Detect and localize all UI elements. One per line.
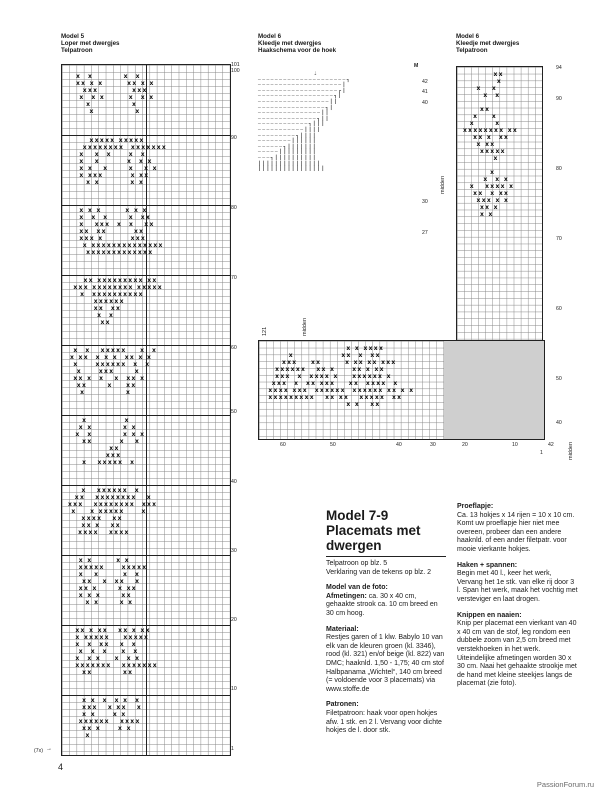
row-number: 10	[231, 686, 237, 692]
repeat-band-line	[62, 135, 230, 136]
row-number: 60	[556, 306, 562, 312]
model6b-subtitle: Telpatroon	[456, 47, 488, 54]
stitch-pattern: x x x x x x x x x x xx x xxx x x xx xx xx xx xxx x xxx x xxxxxxxxxxxxxx xxxxxxxxxxxxx	[79, 207, 164, 256]
model5-header	[61, 33, 119, 54]
haken-text: Begin met 40 l., keer het werk, Vervang het 1e stk. van elke rij door 3 l. Span het werk, maak het vochtig met versteviger en laat drogen.	[457, 570, 578, 603]
col-number: 30	[430, 442, 436, 448]
col-number: 50	[330, 442, 336, 448]
row-number: 70	[231, 275, 237, 281]
row-number: 27	[422, 230, 428, 236]
haken-heading: Haken + spannen:	[457, 561, 518, 569]
repeat-band-line	[62, 555, 230, 556]
col-number: 121	[262, 326, 268, 336]
crochet-diagram: ⇣ ─ ─ ─ ─ ─ ─ ─ ─ ─ ─ ─ ─ ─ ─ ─ ─ ─ ─ ─ ─ ─ ┓ ─ ─ ─ ─ ─ ─ ─ ─ ─ ─ ─ ─ ─ ─ ─ ─ ─ ─ ─ ─ ┃ ─ ─ ─ ─ ─ ─ ─ ─ ─ ─ ─ ─ ─ ─ ─ ─ ─ ─ ─ ┏ ┃ ─ ─ ─ ─ ─ ─ ─ ─ ─ ─ ─ ─ ─ ─ ─ ─ ─ ─ ┓ ┃ ─ ─ ─ ─ ─ ─ ─ ─ ─ ─ ─ ─ ─ ─ ─ ─ ─ ┃ ┃ ─ ─ ─ ─ ─ ─ ─ ─ ─ ─ ─ ─ ─ ─ ─ ─ ┓ ┃ ─ ─ ─ ─ ─ ─ ─ ─ ─ ─ ─ ─ ─ ─ ─ ┃ ┃ ─ ─ ─ ─ ─ ─ ─ ─ ─ ─ ─ ─ ─ ─ ┓ ┃ ┃ ─ ─ ─ ─ ─ ─ ─ ─ ─ ─ ─ ─ ┓ ┃ ┃ ┃ ─ ─ ─ ─ ─ ─ ─ ─ ─ ─ ─ ┃ ┃ ┃ ┃ ─ ─ ─ ─ ─ ─ ─ ─ ─ ┓ ┃ ┃ ┃ ┃ ─ ─ ─ ─ ─ ─ ─ ─ ┃ ┃ ┃ ┃ ┃ ┃ ─ ─ ─ ─ ─ ─ ┓ ┃ ┃ ┃ ┃ ┃ ┃ ┃ ─ ─ ─ ─ ─ ┃ ┃ ┃ ┃ ┃ ┃ ┃ ┃ ┃ ─ ─ ─ ┓ ┃ ┃ ┃ ┃ ┃ ┃ ┃ ┃ ┃ ┃ ┃ ┃ ┃ ┃ ┃ ┃ ┃ ┃ ┃ ┃ ┃ ┃ ┃ ┃ ┃ ┃ ┃ ┃ ┃ ┃ ┃ ┃ ┃ ┃ ┃ ┃ ┃ ┃ ┃ ┃ ┃	[258, 72, 350, 173]
start-arrow-icon: →	[46, 746, 52, 752]
repeat-band-line	[62, 345, 230, 346]
row-number: 30	[422, 199, 428, 205]
intro-line: Telpatroon op blz. 5	[326, 560, 388, 567]
model6b-header	[456, 33, 519, 54]
page-number: 4	[58, 762, 64, 772]
knippen-text: Knip per placemat een vierkant van 40 x 40 cm van de stof, leg rondom een dubbele zoom van 2,5 cm breed met verstekhoeken in het werk. Uiteindelijke afmetingen worden 30 x 30 cm. Naai het gehaakte strookje met de hand met kleine steekjes langs de placemat (zie foto).	[457, 620, 577, 688]
model5-chart-grid	[61, 64, 231, 756]
row-number: 100	[231, 68, 240, 74]
stitch-pattern: xx x x x x x xx x x x x xxxxxxxx xx xx x xx x xx xxxxx x x x x x x xxxx x xx x xx xxx x x xx x x x	[463, 71, 519, 218]
row-number: 40	[422, 100, 428, 106]
repeat-band-line	[62, 205, 230, 206]
row-number: 50	[556, 376, 562, 382]
row-number: 1	[231, 746, 234, 752]
repeat-band-line	[62, 625, 230, 626]
model6b-title: Kleedje met dwergjes	[456, 40, 520, 47]
col-number: 40	[396, 442, 402, 448]
stitch-pattern: x xxxxxx x xx xxxxxxxx x xxx xxxxxxxx xxx x x xxxxx x xxxx xx xx x xx xxxx xxxx	[68, 487, 158, 536]
afmetingen-value: ca. 30 x 40 cm, gehaakte strook ca. 10 cm breed en 30 cm hoog.	[326, 592, 438, 617]
article-right-column	[457, 503, 579, 696]
row-number: 90	[231, 135, 237, 141]
row-number: 42	[548, 442, 554, 448]
midden-label: midden	[302, 317, 308, 336]
repeat-band-line	[62, 695, 230, 696]
model5-subtitle: Telpatroon	[61, 47, 93, 54]
stitch-pattern: x x x x xx x x xx x x xxx xxx x x x x x x x x x x	[76, 73, 155, 115]
model5-title: Loper met dwergjes	[61, 40, 120, 47]
patronen-heading: Patronen:	[326, 701, 359, 709]
intro-text	[326, 560, 446, 577]
stitch-pattern: xx xxxxxxxxx xx xxx xxxxxxxx xxxxx x xxxxxxxxxx xxxxxx xx xx x x xx	[73, 277, 163, 326]
knippen-heading: Knippen en naaien:	[457, 611, 522, 619]
row-number: 80	[556, 166, 562, 172]
row-number: 70	[556, 236, 562, 242]
afmetingen-text	[326, 593, 446, 619]
article-title	[326, 508, 446, 557]
model6a-subtitle: Haakschema voor de hoek	[258, 47, 337, 54]
marker-label: M	[414, 63, 419, 69]
model6a-label: Model 6	[258, 33, 282, 40]
title-text: Model 7-9 Placemats met dwergen	[326, 508, 421, 553]
row-number: 60	[231, 345, 237, 351]
watermark: PassionForum.ru	[536, 780, 594, 789]
row-number: 40	[231, 479, 237, 485]
materiaal-heading: Materiaal:	[326, 625, 359, 633]
article-left-column	[326, 560, 446, 735]
col-number: 10	[512, 442, 518, 448]
row-number: 30	[231, 548, 237, 554]
proeflapje-heading: Proeflapje:	[457, 503, 494, 510]
stitch-pattern: x x x x x x xxx x xx x x x x x xxxxxx xxxx xx x x x x	[78, 697, 143, 739]
model6-horizontal-grid	[258, 340, 545, 440]
repeat-band-line	[62, 485, 230, 486]
proeflapje-text: Ca. 13 hokjes x 14 rijen = 10 x 10 cm. Komt uw proeflapje hier niet mee overeen, probeer dan een andere haaknld. of een ander filetpatr. voor mooie vierkante hokjes.	[457, 511, 575, 553]
patronen-text: Filetpatroon: haak voor open hokjes afw. 1 stk. en 2 l. Vervang voor dichte hokjes de l. door stk.	[326, 709, 442, 735]
row-number: 20	[231, 617, 237, 623]
model6a-header	[258, 33, 336, 54]
afmetingen-label: Afmetingen:	[326, 592, 367, 600]
row-number: 41	[422, 89, 428, 95]
stitch-pattern: x x xxxxx x x x xx x x x xx x x x xxxxxx x x x xxx x xx x x x xx x xx x xx x x	[70, 347, 158, 396]
materiaal-text: Restjes garen of 1 klw. Babylo 10 van elk van de kleuren groen (kl. 3346), rood (kl. 321) en/of beige (kl. 822) van DMC; haaknld. 1,50 - 1,75; 40 cm stof Halbpanama „Wichtel“, 140 cm breed (= voldoende voor 3 placemats) via www.stoffe.de	[326, 634, 445, 693]
start-label: (7x)	[34, 748, 43, 754]
row-number: 40	[556, 420, 562, 426]
stitch-pattern: xx x xx xx x xx x xxxxx xxxxx x x xx x x x x x x x x x x x x x xxxxxxx xxxxxxx xx xx	[75, 627, 158, 676]
row-number: 80	[231, 205, 237, 211]
stitch-pattern: xxxxx xxxxx xxxxxxxx xxxxxxx x x x x x x x x x x x x x x x x x xxx x xx x x x x	[79, 137, 168, 186]
midden-label: midden	[568, 441, 574, 460]
row-number: 101	[231, 62, 240, 68]
model6a-title: Kleedje met dwergjes	[258, 40, 322, 47]
midden-label: midden	[440, 175, 446, 194]
col-number: 20	[462, 442, 468, 448]
repeat-band-line	[62, 415, 230, 416]
stitch-pattern: x x xxxx x xx x xx xxx xx x xx xx xxx xxxxxx xx x xx x xx xxx x xxxx x xxxxxx x xxx x xx xxx xx xxxx x xxxx xxx xxxxxx xxxxxx xx x x xxxxxxxxx xx xx xxxxx xx x x xx	[268, 345, 415, 408]
row-number: 42	[422, 79, 428, 85]
intro-line: Verklaring van de tekens op blz. 2	[326, 568, 432, 576]
foto-heading: Model van de foto:	[326, 584, 388, 592]
stitch-pattern: x x x x x x x x x x x xx x x xx xxx x xxxxx x	[75, 417, 146, 466]
row-number: 90	[556, 96, 562, 102]
model6b-label: Model 6	[456, 33, 480, 40]
col-number: 1	[540, 450, 543, 456]
repeat-band-line	[62, 275, 230, 276]
row-number: 94	[556, 65, 562, 71]
stitch-pattern: x x x x xxxxx xxxxx x x x x xx x xx x xx x x xx x x x xx x x x x	[78, 557, 148, 606]
row-number: 50	[231, 409, 237, 415]
model5-label: Model 5	[61, 33, 85, 40]
col-number: 60	[280, 442, 286, 448]
shaded-corner	[444, 341, 544, 439]
